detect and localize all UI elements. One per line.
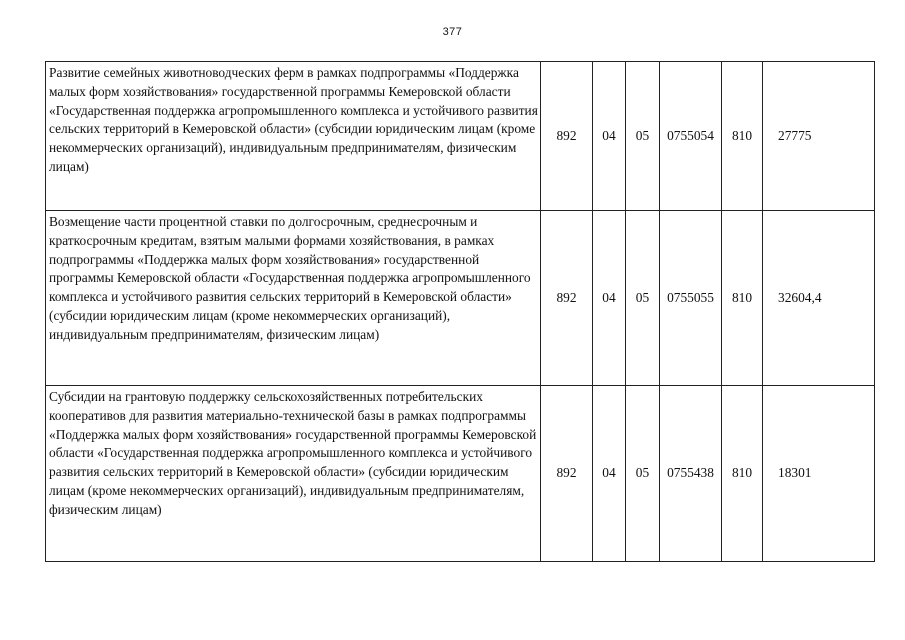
target-article-code: 0755055 bbox=[660, 211, 722, 386]
amount-cell: 32604,4 bbox=[763, 211, 875, 386]
table-row bbox=[46, 211, 875, 386]
budget-table bbox=[45, 61, 875, 562]
section-code: 04 bbox=[593, 386, 626, 562]
page-number: 377 bbox=[442, 26, 463, 38]
target-article-code: 0755054 bbox=[660, 62, 722, 211]
table-row bbox=[46, 386, 875, 562]
table-row bbox=[46, 62, 875, 211]
row-description: Развитие семейных животноводческих ферм в рамках подпрограммы «Поддержка малых форм хозяйствования» государственной программы Кемеровской области «Государственная поддержка агропромышленного комплекса и устойчивого развития сельских территорий в Кемеровской области» (субсидии юридическим лицам (кроме некоммерческих организаций), индивидуальным предпринимателям, физическим лицам) bbox=[46, 62, 541, 211]
ministry-code: 892 bbox=[541, 386, 593, 562]
ministry-code: 892 bbox=[541, 62, 593, 211]
subsection-code: 05 bbox=[626, 62, 660, 211]
row-description: Возмещение части процентной ставки по долгосрочным, среднесрочным и краткосрочным кредитам, взятым малыми формами хозяйствования, в рамках подпрограммы «Поддержка малых форм хозяйствования» государственной программы Кемеровской области «Государственная поддержка агропромышленного комплекса и устойчивого развития сельских территорий в Кемеровской области» (субсидии юридическим лицам (кроме некоммерческих организаций), индивидуальным предпринимателям, физическим лицам) bbox=[46, 211, 541, 386]
amount-cell: 18301 bbox=[763, 386, 875, 562]
ministry-code: 892 bbox=[541, 211, 593, 386]
target-article-code: 0755438 bbox=[660, 386, 722, 562]
row-description: Субсидии на грантовую поддержку сельскохозяйственных потребительских кооперативов для развития материально-технической базы в рамках подпрограммы «Поддержка малых форм хозяйствования» государственной программы Кемеровской области «Государственная поддержка агропромышленного комплекса и устойчивого развития сельских территорий в Кемеровской области» (субсидии юридическим лицам (кроме некоммерческих организаций), индивидуальным предпринимателям, физическим лицам) bbox=[46, 386, 541, 562]
section-code: 04 bbox=[593, 211, 626, 386]
amount-cell: 27775 bbox=[763, 62, 875, 211]
expense-type-code: 810 bbox=[722, 62, 763, 211]
expense-type-code: 810 bbox=[722, 386, 763, 562]
subsection-code: 05 bbox=[626, 211, 660, 386]
section-code: 04 bbox=[593, 62, 626, 211]
expense-type-code: 810 bbox=[722, 211, 763, 386]
subsection-code: 05 bbox=[626, 386, 660, 562]
